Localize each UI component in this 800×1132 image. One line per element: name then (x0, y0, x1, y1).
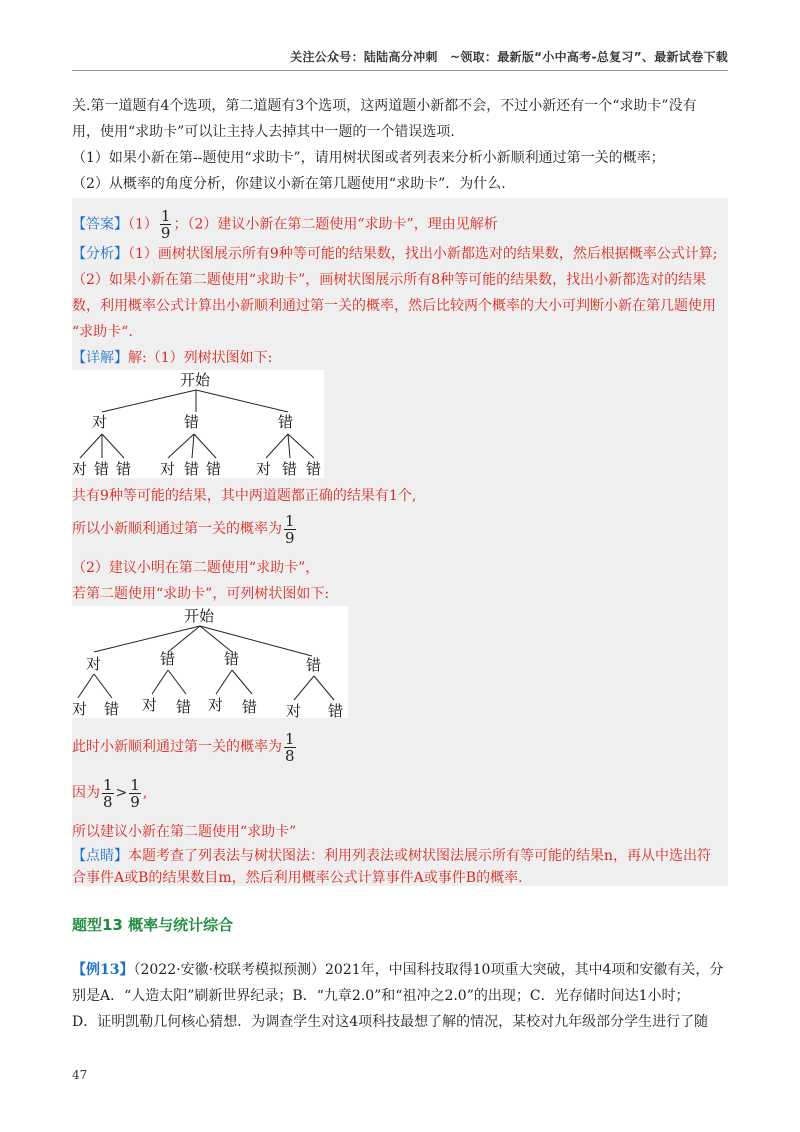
tree2-l1-2: 错 (224, 650, 240, 668)
prob1-numerator: 1 (285, 511, 295, 530)
example-line-3: D．证明凯勒几何核心猜想．为调查学生对这4项科技最想了解的情况，某校对九年级部分学生进行了随 (72, 1014, 709, 1030)
comment-tag: 【点睛】 (72, 848, 128, 864)
answer-fraction-denominator: 9 (160, 224, 171, 242)
tree1-l1-2: 错 (278, 413, 294, 431)
q2-tree-line: 若第二题使用“求助卡”，可列树状图如下: (72, 586, 330, 602)
result-line-1: 共有9种等可能的结果，其中两道题都正确的结果有1个, (72, 488, 417, 504)
question-2: （2）从概率的角度分析，你建议小新在第几题使用“求助卡”．为什么. (72, 176, 506, 192)
cmp-b-denominator: 9 (130, 792, 140, 811)
answer-line (72, 208, 498, 241)
tree1-leaf-1-2: 错 (206, 460, 222, 478)
comparison-end: , (142, 785, 148, 801)
cmp-a-denominator: 8 (103, 792, 113, 811)
problem-line-1: 关.第一道题有4个选项，第二道题有3个选项，这两道题小新都不会，不过小新还有一个“求助卡”没有 (72, 98, 697, 114)
probability-line-2 (72, 730, 298, 764)
tree2-leaf-0-1: 错 (104, 700, 120, 718)
tree1-leaf-2-1: 错 (282, 460, 298, 478)
tree2-leaf-2-0: 对 (208, 696, 224, 714)
tree1-leaf-0-2: 错 (116, 460, 132, 478)
tree2-leaf-3-1: 错 (328, 702, 344, 718)
problem-line-2: 用，使用“求助卡”可以让主持人去掉其中一题的一个错误选项. (72, 124, 455, 140)
tree2-l1-1: 错 (160, 650, 176, 668)
tree1-leaf-1-1: 错 (184, 460, 200, 478)
answer-part1: （1） (128, 216, 158, 233)
tree2-l1-3: 错 (306, 656, 322, 674)
header-rule (72, 70, 728, 71)
tree2-leaf-1-0: 对 (142, 696, 158, 714)
tree-diagram-1 (72, 370, 324, 478)
prob2-denominator: 8 (285, 746, 295, 765)
tree2-leaf-3-0: 对 (286, 702, 302, 718)
q2-intro-line: （2）建议小明在第二题使用“求助卡”， (72, 560, 320, 576)
tree1-leaf-1-0: 对 (160, 460, 176, 478)
tree2-leaf-2-1: 错 (242, 698, 258, 716)
comparison-line (72, 776, 147, 810)
analysis-line-4: “求助卡“. (72, 324, 133, 340)
prob1-denominator: 9 (285, 528, 295, 547)
comment-line-2: 合事件A或B的结果数目m，然后利用概率公式计算事件A或事件B的概率. (72, 870, 523, 886)
cmp-b-numerator: 1 (130, 775, 140, 794)
tree2-l1-0: 对 (86, 655, 102, 673)
probability-line-1 (72, 512, 298, 546)
tree1-leaf-2-0: 对 (256, 460, 272, 478)
tree2-root: 开始 (184, 607, 215, 625)
tree1-leaf-0-1: 错 (94, 460, 110, 478)
detail-tag: 【详解】 (72, 350, 128, 366)
comment-text-1: 本题考查了列表法与树状图法：利用列表法或树状图法展示所有等可能的结果n，再从中选出符 (128, 848, 712, 864)
question-1: （1）如果小新在第--题使用“求助卡”，请用树状图或者列表来分析小新顺利通过第一关的概率； (72, 150, 665, 166)
section-title: 题型13 概率与统计综合 (72, 916, 234, 934)
answer-part2: ；（2）建议小新在第二题使用“求助卡”，理由见解析 (173, 216, 498, 233)
page-header: 关注公众号：陆陆高分冲刺 ~领取：最新版“小中高考-总复习”、最新试卷下载 (290, 50, 728, 64)
tree1-l1-1: 错 (184, 413, 200, 431)
answer-fraction-numerator: 1 (160, 207, 171, 225)
analysis-text-1: （1）画树状图展示所有9种等可能的结果数，找出小新都选对的结果数，然后根据概率公式计算; (128, 246, 718, 262)
page-number: 47 (72, 1068, 88, 1082)
tree2-leaf-0-0: 对 (72, 700, 88, 718)
detail-line (72, 348, 272, 368)
analysis-line-2: （2）如果小新在第二题使用“求助卡”，画树状图展示所有8种等可能的结果数，找出小新都选对的结果 (72, 272, 707, 288)
comparison-sign: > (115, 785, 128, 801)
analysis-line-3: 数，利用概率公式计算出小新顺利通过第一关的概率，然后比较两个概率的大小可判断小新在第几题使用 (72, 298, 716, 314)
prob2-numerator: 1 (285, 729, 295, 748)
example-tag: 【例13】 (72, 962, 134, 978)
conclusion-line: 所以建议小新在第二题使用“求助卡” (72, 824, 297, 840)
tree-diagram-2 (72, 606, 348, 718)
analysis-tag: 【分析】 (72, 246, 128, 262)
tree2-leaf-1-1: 错 (176, 698, 192, 716)
answer-tag: 【答案】 (72, 216, 128, 233)
probability-text-1: 所以小新顺利通过第一关的概率为 (72, 521, 282, 537)
tree1-l1-0: 对 (92, 413, 108, 431)
detail-intro: 解:（1）列树状图如下: (128, 350, 273, 366)
example-line-1 (72, 960, 723, 980)
probability-text-2: 此时小新顺利通过第一关的概率为 (72, 739, 282, 755)
tree1-leaf-0-0: 对 (72, 460, 88, 478)
cmp-a-numerator: 1 (103, 775, 113, 794)
example-text-1: （2022·安徽·校联考模拟预测）2021年，中国科技取得10项重大突破，其中4项和安徽有关，分 (133, 962, 724, 978)
tree1-root: 开始 (180, 371, 211, 389)
example-line-2: 别是A．“人造太阳”刷新世界纪录；B．“九章2.0”和“祖冲之2.0”的出现；C．光存储时间达1小时； (72, 988, 690, 1004)
analysis-line-1 (72, 244, 718, 264)
tree1-leaf-2-2: 错 (306, 460, 322, 478)
because-text: 因为 (72, 785, 100, 801)
comment-line-1 (72, 846, 711, 866)
